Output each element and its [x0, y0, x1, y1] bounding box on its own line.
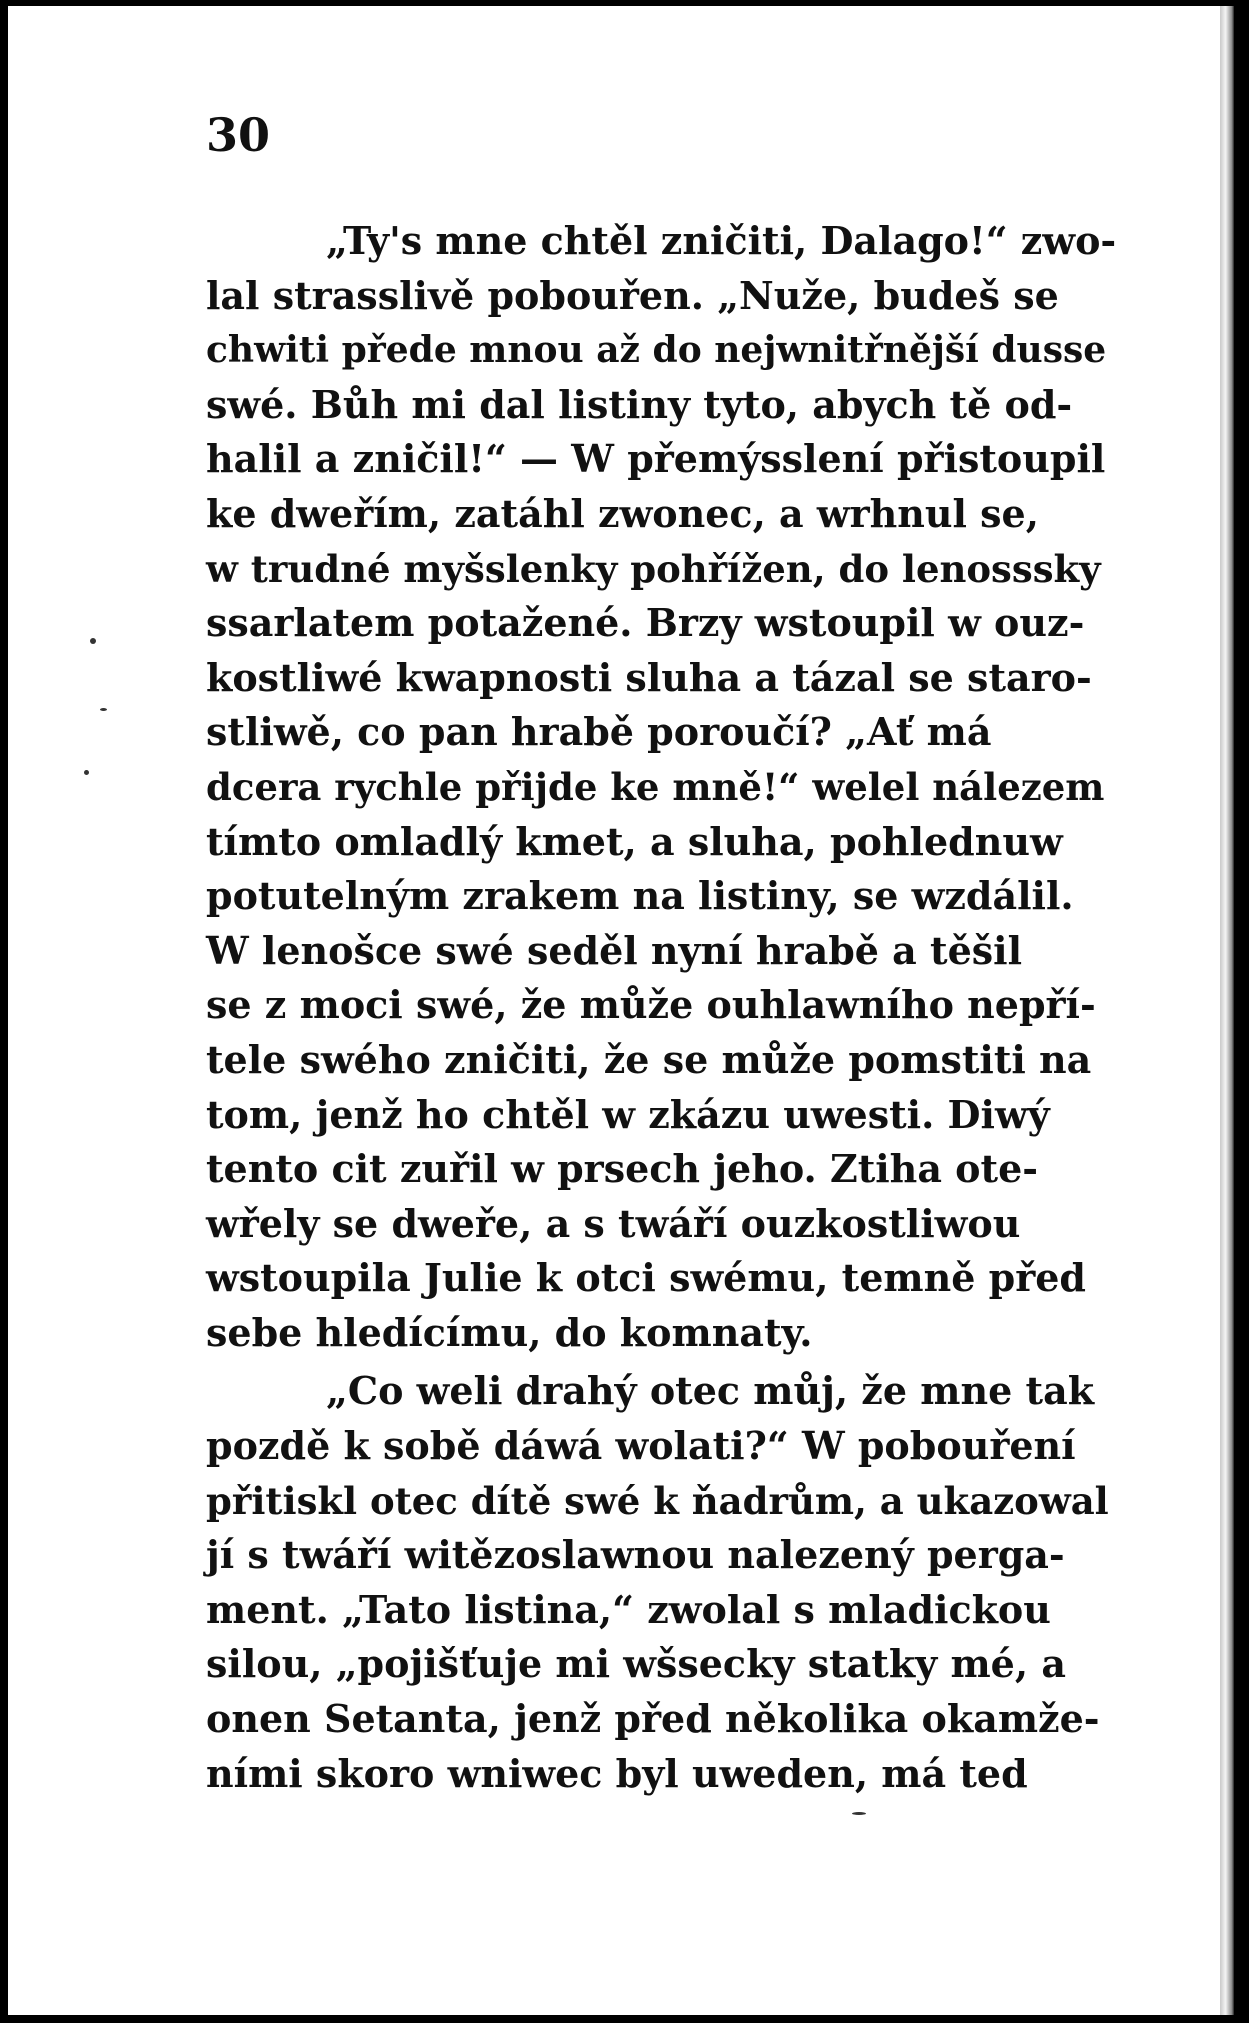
text-line: ke dweřím, zatáhl zwonec, a wrhnul se, [206, 490, 1039, 536]
text-line: „Ty's mne chtěl zničiti, Dalago!“ zwo- [326, 218, 1117, 263]
text-line: ssarlatem potažené. Brzy wstoupil w ouz- [206, 600, 1085, 646]
text-line: chwiti přede mnou až do nejwnitřnější dusse [206, 329, 1107, 372]
text-line: tímto omladlý kmet, a sluha, pohlednuw [206, 818, 1063, 864]
text-line: onen Setanta, jenž před několika okamže- [206, 1696, 1100, 1742]
text-line: dcera rychle přijde ke mně!“ welel nálezem [206, 764, 1105, 809]
text-line: tom, jenž ho chtěl w zkázu uwesti. Diwý [206, 1091, 1050, 1137]
text-line: wřely se dweře, a s twáří ouzkostliwou [206, 1200, 1021, 1246]
text-line: stliwě, co pan hrabě poroučí? „Ať má [206, 709, 992, 755]
text-line: halil a zničil!“ — W přemýsslení přistoupil [206, 436, 1106, 482]
text-line: w trudné myšslenky pohřížen, do lenosssky [206, 546, 1101, 591]
text-line: ními skoro wniwec byl uweden, má ted [206, 1750, 1028, 1796]
book-page [8, 6, 1234, 2015]
text-line: ment. „Tato listina,“ zwolal s mladickou [206, 1586, 1051, 1632]
text-line: W lenošce swé seděl nyní hrabě a těšil [206, 927, 1023, 973]
text-line: kostliwé kwapnosti sluha a tázal se staro- [206, 654, 1092, 700]
paragraph-1 [206, 214, 1124, 1360]
text-line: potutelným zrakem na listiny, se wzdálil. [206, 873, 1074, 919]
ink-speck [84, 770, 89, 775]
page-number: 30 [206, 108, 271, 162]
text-line: wstoupila Julie k otci swému, temně před [206, 1255, 1086, 1301]
ink-speck [852, 1812, 866, 1815]
text-line: sebe hledícímu, do komnaty. [206, 1309, 813, 1355]
text-line: přitiskl otec dítě swé k ňadrům, a ukazowal [206, 1478, 1109, 1523]
text-line: swé. Bůh mi dal listiny tyto, abych tě od- [206, 381, 1073, 427]
text-line: silou, „pojišťuje mi wšsecky statky mé, a [206, 1641, 1066, 1687]
paragraph-2 [206, 1364, 1124, 1801]
text-line: tele swého zničiti, že se může pomstiti na [206, 1036, 1092, 1082]
page-edge [1220, 6, 1234, 2015]
ink-speck [100, 708, 107, 711]
body-text [206, 214, 1124, 1801]
ink-speck [90, 638, 96, 644]
text-line: „Co weli drahý otec můj, že mne tak [326, 1368, 1095, 1414]
text-line: tento cit zuřil w prsech jeho. Ztiha ote- [206, 1146, 1039, 1192]
text-line: pozdě k sobě dáwá wolati?“ W pobouření [206, 1423, 1076, 1469]
text-line: jí s twáří witězoslawnou nalezený perga- [206, 1532, 1065, 1578]
text-line: lal strasslivě pobouřen. „Nuže, budeš se [206, 272, 1059, 318]
text-line: se z moci swé, že může ouhlawního nepří- [206, 982, 1096, 1028]
